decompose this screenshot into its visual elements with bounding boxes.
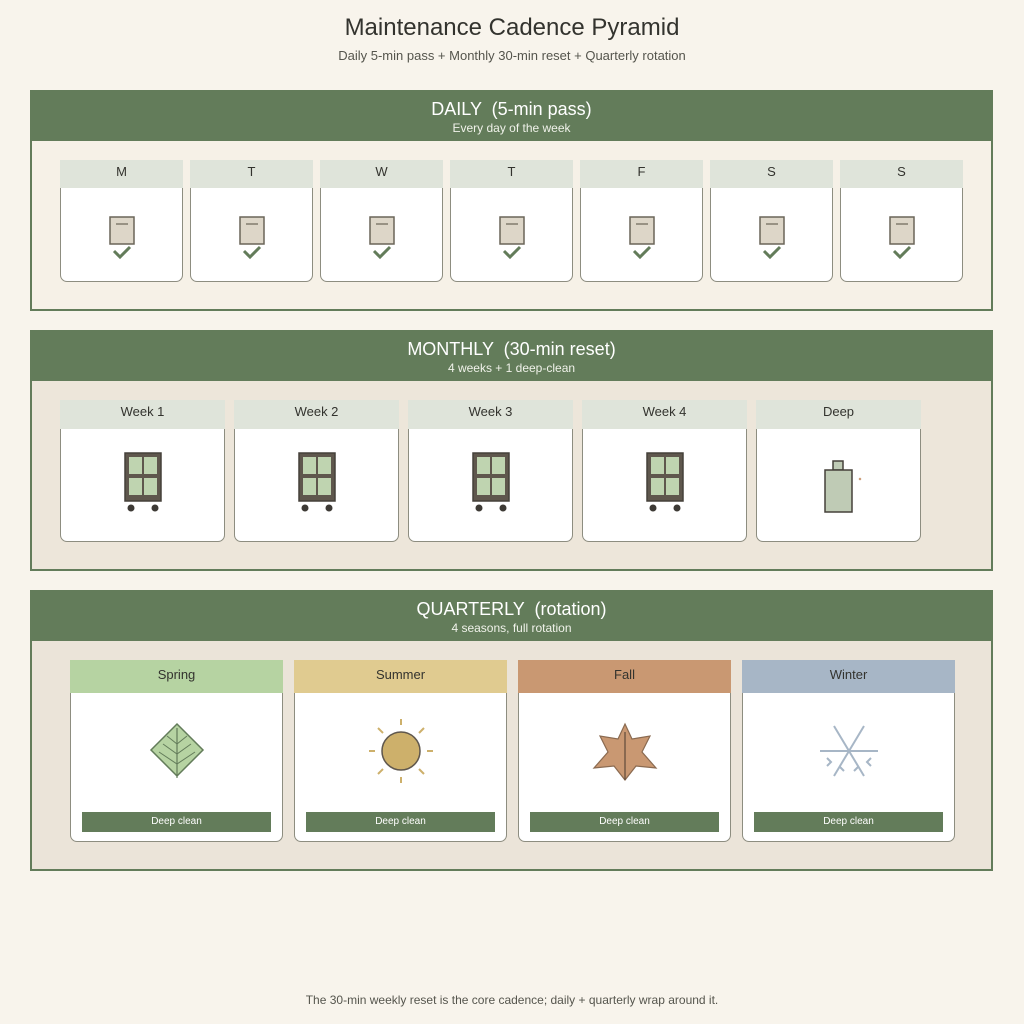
day-card xyxy=(840,160,963,282)
week-card xyxy=(756,400,921,542)
day-card xyxy=(190,160,313,282)
note-with-checkmark-icon xyxy=(108,215,138,266)
day-card xyxy=(320,160,443,282)
deep-clean-bar: Deep clean xyxy=(754,812,943,832)
season-card-label: Summer xyxy=(294,660,507,693)
day-card xyxy=(450,160,573,282)
sun-icon xyxy=(367,717,435,790)
day-card-label: S xyxy=(710,160,833,188)
monthly-tier-title: MONTHLY (30-min reset) xyxy=(407,339,616,359)
week-card-label: Week 3 xyxy=(408,400,573,429)
week-card-label: Week 4 xyxy=(582,400,747,429)
daily-tier xyxy=(30,90,993,311)
day-card-label: S xyxy=(840,160,963,188)
cart-icon xyxy=(123,451,163,518)
note-with-checkmark-icon xyxy=(238,215,268,266)
day-card-label: M xyxy=(60,160,183,188)
note-with-checkmark-icon xyxy=(888,215,918,266)
day-card-label: F xyxy=(580,160,703,188)
quarterly-tier-title: QUARTERLY (rotation) xyxy=(416,599,607,619)
footnote: The 30-min weekly reset is the core cadence; daily + quarterly wrap around it. xyxy=(305,993,719,1007)
quarterly-tier-header xyxy=(32,592,991,641)
week-card xyxy=(582,400,747,542)
monthly-tier-header xyxy=(32,332,991,381)
monthly-tier xyxy=(30,330,993,571)
season-card-label: Spring xyxy=(70,660,283,693)
daily-tier-subtitle: Every day of the week xyxy=(452,121,571,135)
note-with-checkmark-icon xyxy=(498,215,528,266)
day-card xyxy=(580,160,703,282)
deep-clean-bar: Deep clean xyxy=(306,812,495,832)
season-card-label: Fall xyxy=(518,660,731,693)
week-card-label: Week 2 xyxy=(234,400,399,429)
season-card-label: Winter xyxy=(742,660,955,693)
deep-clean-bar: Deep clean xyxy=(82,812,271,832)
day-card xyxy=(60,160,183,282)
leaf-icon xyxy=(149,722,205,785)
week-card xyxy=(408,400,573,542)
snowflake-icon xyxy=(818,722,880,785)
maple-leaf-icon xyxy=(592,722,658,787)
week-card-label: Deep xyxy=(756,400,921,429)
quarterly-tier xyxy=(30,590,993,871)
deep-clean-bar: Deep clean xyxy=(530,812,719,832)
note-with-checkmark-icon xyxy=(758,215,788,266)
season-card xyxy=(742,660,955,842)
week-card xyxy=(234,400,399,542)
spray-bottle-icon xyxy=(823,459,865,520)
daily-tier-header xyxy=(32,92,991,141)
monthly-tier-subtitle: 4 weeks + 1 deep-clean xyxy=(447,361,576,375)
week-card xyxy=(60,400,225,542)
season-card xyxy=(518,660,731,842)
quarterly-tier-subtitle: 4 seasons, full rotation xyxy=(451,621,572,635)
cart-icon xyxy=(645,451,685,518)
day-card-label: W xyxy=(320,160,443,188)
day-card-label: T xyxy=(450,160,573,188)
daily-tier-title: DAILY (5-min pass) xyxy=(431,99,592,119)
day-card-label: T xyxy=(190,160,313,188)
day-card xyxy=(710,160,833,282)
cart-icon xyxy=(297,451,337,518)
note-with-checkmark-icon xyxy=(368,215,398,266)
note-with-checkmark-icon xyxy=(628,215,658,266)
page-subtitle: Daily 5-min pass + Monthly 30-min reset + Quarterly rotation xyxy=(338,48,686,63)
page-title: Maintenance Cadence Pyramid xyxy=(344,14,680,41)
cart-icon xyxy=(471,451,511,518)
season-card xyxy=(70,660,283,842)
season-card xyxy=(294,660,507,842)
week-card-label: Week 1 xyxy=(60,400,225,429)
